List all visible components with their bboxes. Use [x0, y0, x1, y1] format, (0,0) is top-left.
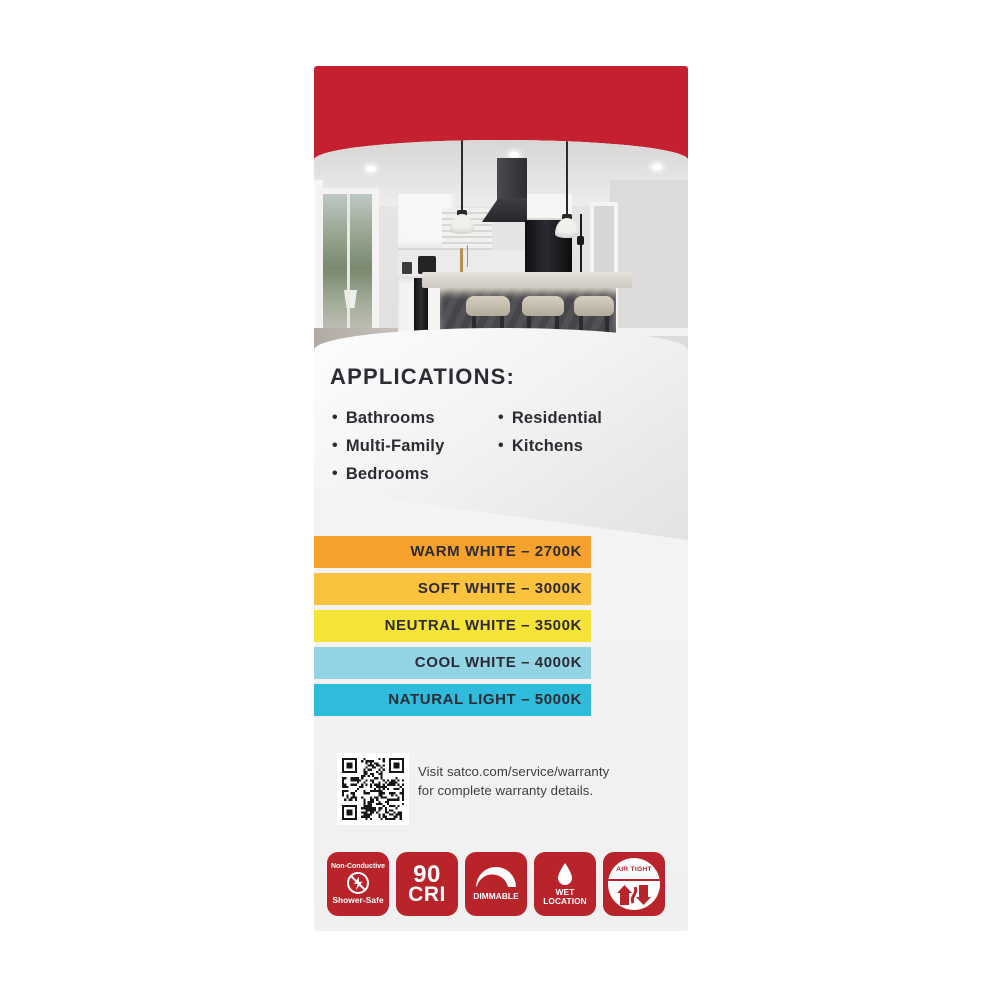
water-droplet-icon: [555, 862, 575, 886]
photo-right-wall: [610, 180, 688, 352]
bullet-icon: •: [498, 409, 504, 426]
qr-code: [337, 753, 409, 825]
application-label: Bathrooms: [345, 408, 435, 427]
stool-seat: [522, 296, 564, 316]
wet-label-line1: WET: [555, 886, 575, 897]
application-item: [332, 460, 444, 488]
non-conductive-label: Non-Conductive: [330, 862, 386, 870]
warranty-text: [418, 763, 668, 800]
pendant-rod: [566, 140, 568, 220]
application-label: Residential: [511, 408, 603, 427]
badge-air-tight: [603, 852, 665, 916]
applications-column-1: [332, 404, 444, 488]
bullet-icon: •: [332, 409, 338, 426]
air-tight-divider: [608, 879, 660, 881]
cct-bar-2700k: WARM WHITE – 2700K: [314, 536, 591, 568]
faucet: [460, 248, 463, 272]
application-item: [332, 404, 444, 432]
cri-value: 90: [413, 861, 441, 888]
warranty-line-2: for complete warranty details.: [418, 782, 594, 798]
shower-safe-label: Shower-Safe: [332, 894, 384, 905]
stool-seat: [466, 296, 510, 316]
bullet-icon: •: [332, 437, 338, 454]
floor-lamp-joint: [577, 236, 584, 245]
application-label: Multi-Family: [345, 436, 445, 455]
range-hood-chimney: [497, 158, 527, 200]
island-countertop: [422, 272, 632, 288]
dimmable-label: DIMMABLE: [473, 891, 519, 902]
bullet-icon: •: [498, 437, 504, 454]
cct-bar-4000k: COOL WHITE – 4000K: [314, 647, 591, 679]
pendant-rod: [461, 140, 463, 216]
bullet-icon: •: [332, 465, 338, 482]
dimmer-arc-icon: [473, 866, 519, 889]
small-appliance: [402, 262, 412, 274]
qr-code-svg: [342, 758, 404, 820]
kitchen-photo: [314, 140, 688, 352]
no-lightning-icon: [345, 870, 371, 896]
application-label: Bedrooms: [345, 464, 430, 483]
application-label: Kitchens: [511, 436, 584, 455]
cct-bar-3000k: SOFT WHITE – 3000K: [314, 573, 591, 605]
qr-modules: [342, 758, 404, 820]
air-tight-label: AIR TIGHT: [616, 866, 652, 873]
wet-label-line2: LOCATION: [543, 896, 587, 906]
warranty-line-1: Visit satco.com/service/warranty: [418, 764, 610, 779]
stool-seat: [574, 296, 614, 316]
cct-bar-5000k: NATURAL LIGHT – 5000K: [314, 684, 591, 716]
air-flow-arrows-icon: [617, 883, 651, 907]
applications-heading: APPLICATIONS:: [330, 364, 516, 389]
application-item: [498, 404, 602, 432]
application-item: [498, 432, 602, 460]
air-tight-seal: [608, 858, 660, 910]
cri-unit: CRI: [408, 883, 446, 906]
door-frame-bar: [347, 194, 350, 330]
badge-dimmable: [465, 852, 527, 916]
badge-90-cri: [396, 852, 458, 916]
cct-bar-3500k: NEUTRAL WHITE – 3500K: [314, 610, 591, 642]
recessed-light: [366, 166, 376, 172]
badge-non-conductive: [327, 852, 389, 916]
recessed-light: [652, 164, 662, 170]
application-item: [332, 432, 444, 460]
certification-badges: [327, 852, 665, 916]
product-panel: [314, 66, 688, 931]
cct-bar-chart: [314, 536, 591, 721]
badge-wet-location: [534, 852, 596, 916]
applications-column-2: [498, 404, 602, 460]
